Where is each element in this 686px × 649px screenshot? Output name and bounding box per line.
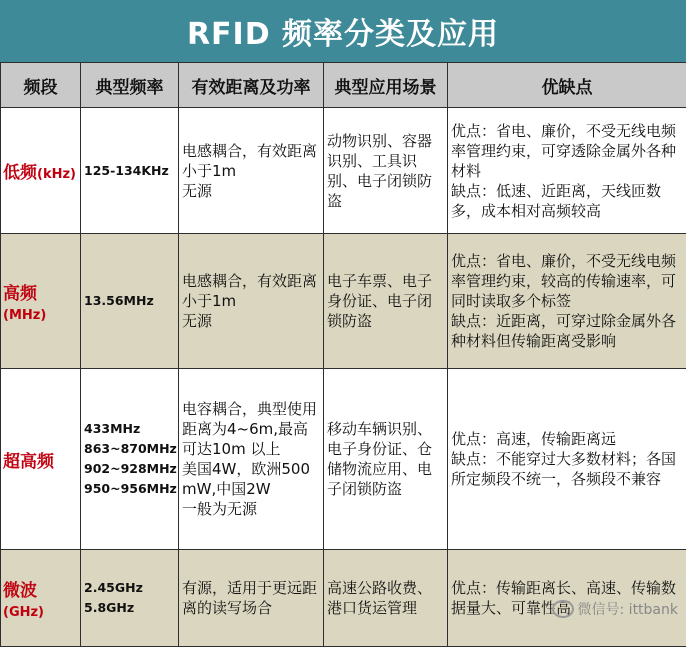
table-row-low-frequency [1, 108, 686, 234]
range-cell [179, 108, 324, 234]
pros-cons-cell [448, 550, 686, 647]
range-cell [179, 234, 324, 369]
band-name: 低频 [3, 163, 37, 183]
cons-text: 缺点：不能穿过大多数材料；各国所定频段不统一，各频段不兼容 [451, 450, 677, 488]
range-text: 有源，适用于更远距离的读写场合 [182, 579, 318, 617]
band-name: 高频 [3, 283, 37, 304]
wechat-icon [552, 600, 574, 618]
cons-text: 缺点：低速、近距离，天线匝数多，成本相对高频较高 [451, 181, 662, 220]
band-cell [1, 550, 81, 647]
header-pros-cons: 优缺点 [448, 63, 686, 108]
frequency-value: 863~870MHz [84, 441, 177, 456]
band-cell [1, 234, 81, 369]
frequency-value: 13.56MHz [84, 293, 154, 308]
header-band: 频段 [1, 63, 81, 108]
watermark-text: 微信号: ittbank [577, 602, 678, 618]
table-row-microwave [1, 550, 686, 647]
table-row-ultra-high-frequency [1, 369, 686, 550]
pros-cons-cell [448, 108, 686, 234]
range-text: 一般为无源 [182, 500, 258, 518]
header-frequency: 典型频率 [81, 63, 179, 108]
applications-cell: 电子车票、电子身份证、电子闭锁防盗 [324, 234, 448, 369]
pros-text: 优点：省电、廉价，不受无线电频率管理约束，可穿透除金属外各种材料 [451, 121, 677, 180]
band-cell [1, 108, 81, 234]
frequency-value: 902~928MHz [84, 461, 177, 476]
frequency-cell [81, 550, 179, 647]
range-text: 无源 [182, 181, 213, 200]
band-name: 超高频 [3, 451, 54, 472]
page-title: RFID 频率分类及应用 [0, 0, 686, 62]
range-text: 电容耦合，典型使用距离为4~6m,最高可达10m 以上 [182, 400, 318, 458]
frequency-value: 5.8GHz [84, 600, 135, 615]
band-unit: (kHz) [37, 167, 76, 182]
applications-cell: 高速公路收费、港口货运管理 [324, 550, 448, 647]
pros-cons-cell [448, 234, 686, 369]
band-name: 微波 [3, 580, 37, 601]
frequency-value: 2.45GHz [84, 580, 143, 595]
range-text: 电感耦合，有效距离小于1m [182, 272, 318, 310]
pros-cons-cell [448, 369, 686, 550]
range-text: 电感耦合，有效距离小于1m [182, 141, 318, 180]
band-unit: (MHz) [3, 307, 47, 323]
band-cell [1, 369, 81, 550]
wechat-watermark [552, 599, 678, 619]
rfid-table [0, 62, 686, 647]
range-text: 无源 [182, 312, 213, 330]
pros-text: 优点：高速，传输距离远 [451, 430, 617, 448]
frequency-cell [81, 108, 179, 234]
pros-text: 优点：省电、廉价，不受无线电频率管理约束，较高的传输速率，可同时读取多个标签 [451, 252, 677, 310]
pros-text: 优点：传输距离长、高速、传输数据量大、可靠性高 [451, 579, 677, 617]
frequency-value: 433MHz [84, 421, 141, 436]
frequency-cell [81, 369, 179, 550]
frequency-value: 950~956MHz [84, 481, 177, 496]
range-text: 美国4W，欧洲500mW,中国2W [182, 460, 311, 498]
applications-cell: 移动车辆识别、电子身份证、仓储物流应用、电子闭锁防盗 [324, 369, 448, 550]
band-unit: (GHz) [3, 604, 44, 620]
range-cell [179, 369, 324, 550]
range-cell [179, 550, 324, 647]
frequency-cell [81, 234, 179, 369]
cons-text: 缺点：近距离，可穿过除金属外各种材料但传输距离受影响 [451, 312, 677, 350]
header-applications: 典型应用场景 [324, 63, 448, 108]
header-range-power: 有效距离及功率 [179, 63, 324, 108]
header-row [1, 63, 686, 108]
frequency-value: 125-134KHz [84, 162, 169, 178]
applications-cell: 动物识别、容器识别、工具识别、电子闭锁防盗 [324, 108, 448, 234]
table-row-high-frequency [1, 234, 686, 369]
